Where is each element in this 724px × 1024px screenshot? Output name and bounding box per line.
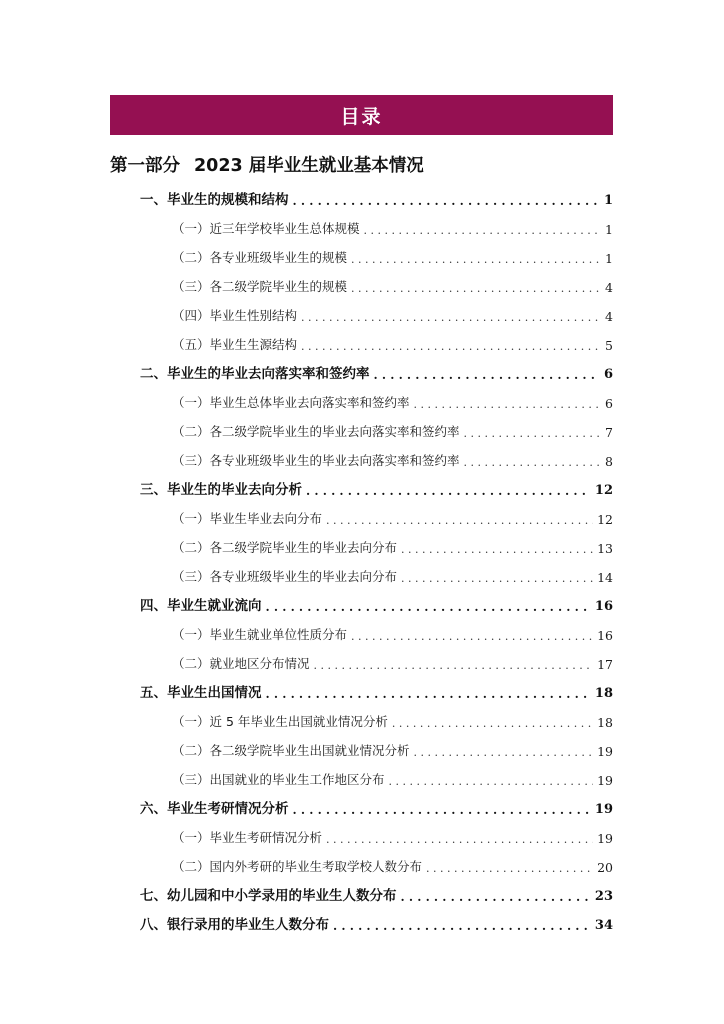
toc-entry-label: 五、毕业生出国情况 [140, 685, 262, 701]
toc-section-entry[interactable] [140, 681, 613, 701]
toc-subsection-entry[interactable] [172, 420, 613, 440]
toc-entry-label: （一）毕业生总体毕业去向落实率和签约率 [172, 395, 410, 410]
toc-entry-label: （一）近三年学校毕业生总体规模 [172, 221, 360, 236]
toc-page-number: 8 [605, 454, 613, 469]
toc-page-number: 19 [597, 773, 613, 788]
toc-entry-label: （二）各二级学院毕业生出国就业情况分析 [172, 743, 410, 758]
toc-entry-label: 一、毕业生的规模和结构 [140, 192, 289, 208]
toc-page-number: 16 [597, 628, 613, 643]
toc-page-number: 4 [605, 280, 613, 295]
toc-subsection-entry[interactable] [172, 391, 613, 411]
dot-leader [314, 656, 594, 672]
toc-entry-label: （二）各专业班级毕业生的规模 [172, 250, 348, 265]
toc-section-entry[interactable] [140, 797, 613, 817]
toc-page-number: 20 [597, 860, 613, 875]
toc-subsection-entry[interactable] [172, 768, 613, 788]
toc-subsection-entry[interactable] [172, 246, 613, 266]
toc-page-number: 1 [605, 251, 613, 266]
toc-page-number: 14 [597, 570, 613, 585]
toc-title: 目录 [340, 105, 383, 128]
dot-leader [351, 250, 601, 266]
toc-header-banner [110, 95, 613, 135]
toc-page-number: 13 [597, 541, 613, 556]
toc-page-number: 19 [597, 831, 613, 846]
toc-entry-label: 八、银行录用的毕业生人数分布 [140, 917, 329, 933]
toc-subsection-entry[interactable] [172, 304, 613, 324]
toc-entry-label: 三、毕业生的毕业去向分析 [140, 482, 302, 498]
part-title-text: 2023 届毕业生就业基本情况 [194, 156, 424, 176]
toc-subsection-entry[interactable] [172, 217, 613, 237]
toc-subsection-entry[interactable] [172, 710, 613, 730]
dot-leader [401, 888, 591, 904]
dot-leader [364, 221, 602, 237]
toc-subsection-entry[interactable] [172, 275, 613, 295]
part-heading [110, 152, 424, 177]
toc-entry-label: 七、幼儿园和中小学录用的毕业生人数分布 [140, 888, 397, 904]
toc-page-number: 17 [597, 657, 613, 672]
toc-entry-label: （三）出国就业的毕业生工作地区分布 [172, 772, 385, 787]
toc-subsection-entry[interactable] [172, 565, 613, 585]
dot-leader [414, 743, 594, 759]
toc-entry-label: （一）毕业生毕业去向分布 [172, 511, 323, 526]
toc-entry-label: （二）就业地区分布情况 [172, 656, 310, 671]
toc-page-number: 16 [594, 599, 613, 614]
toc-entry-label: （一）毕业生就业单位性质分布 [172, 627, 348, 642]
toc-section-entry[interactable] [140, 913, 613, 933]
dot-leader [306, 482, 591, 498]
toc-entry-label: 六、毕业生考研情况分析 [140, 801, 289, 817]
toc-page-number: 23 [594, 889, 613, 904]
toc-subsection-entry[interactable] [172, 855, 613, 875]
dot-leader [374, 366, 600, 382]
toc-entry-label: （三）各二级学院毕业生的规模 [172, 279, 348, 294]
toc-subsection-entry[interactable] [172, 739, 613, 759]
dot-leader [426, 859, 593, 875]
toc-page-number: 6 [603, 367, 613, 382]
dot-leader [326, 830, 593, 846]
toc-page-number: 12 [597, 512, 613, 527]
dot-leader [326, 511, 593, 527]
dot-leader [351, 627, 593, 643]
dot-leader [464, 424, 602, 440]
toc-section-entry[interactable] [140, 594, 613, 614]
dot-leader [293, 192, 600, 208]
toc-page-number: 12 [594, 483, 613, 498]
dot-leader [266, 685, 591, 701]
toc-section-entry[interactable] [140, 478, 613, 498]
dot-leader [301, 337, 601, 353]
toc-subsection-entry[interactable] [172, 507, 613, 527]
dot-leader [266, 598, 591, 614]
toc-page-number: 5 [605, 338, 613, 353]
toc-entry-label: 四、毕业生就业流向 [140, 598, 262, 614]
toc-section-entry[interactable] [140, 362, 613, 382]
toc-page-number: 1 [603, 193, 613, 208]
toc-page-number: 6 [605, 396, 613, 411]
toc-page-number: 1 [605, 222, 613, 237]
toc-subsection-entry[interactable] [172, 333, 613, 353]
toc-entry-label: （三）各专业班级毕业生的毕业去向落实率和签约率 [172, 453, 460, 468]
dot-leader [401, 540, 593, 556]
toc-page-number: 19 [597, 744, 613, 759]
part-number: 第一部分 [110, 156, 180, 176]
toc-entry-label: （二）各二级学院毕业生的毕业去向分布 [172, 540, 398, 555]
dot-leader [301, 308, 601, 324]
toc-page-number: 18 [594, 686, 613, 701]
dot-leader [389, 772, 594, 788]
dot-leader [414, 395, 602, 411]
toc-page-number: 18 [597, 715, 613, 730]
toc-entry-label: （五）毕业生生源结构 [172, 337, 298, 352]
toc-section-entry[interactable] [140, 188, 613, 208]
toc-entry-label: 二、毕业生的毕业去向落实率和签约率 [140, 366, 370, 382]
toc-entry-label: （四）毕业生性别结构 [172, 308, 298, 323]
toc-entry-label: （二）国内外考研的毕业生考取学校人数分布 [172, 859, 423, 874]
dot-leader [392, 714, 593, 730]
toc-page-number: 34 [594, 918, 613, 933]
toc-entry-label: （二）各二级学院毕业生的毕业去向落实率和签约率 [172, 424, 460, 439]
dot-leader [333, 917, 591, 933]
dot-leader [293, 801, 591, 817]
toc-entry-label: （三）各专业班级毕业生的毕业去向分布 [172, 569, 398, 584]
toc-subsection-entry[interactable] [172, 623, 613, 643]
toc-section-entry[interactable] [140, 884, 613, 904]
toc-entry-label: （一）近 5 年毕业生出国就业情况分析 [172, 714, 388, 729]
toc-subsection-entry[interactable] [172, 449, 613, 469]
toc-subsection-entry[interactable] [172, 826, 613, 846]
dot-leader [464, 453, 602, 469]
dot-leader [351, 279, 601, 295]
toc-entry-label: （一）毕业生考研情况分析 [172, 830, 323, 845]
toc-page-number: 4 [605, 309, 613, 324]
toc-subsection-entry[interactable] [172, 536, 613, 556]
toc-page-number: 19 [594, 802, 613, 817]
toc-subsection-entry[interactable] [172, 652, 613, 672]
toc-page-number: 7 [605, 425, 613, 440]
dot-leader [401, 569, 593, 585]
